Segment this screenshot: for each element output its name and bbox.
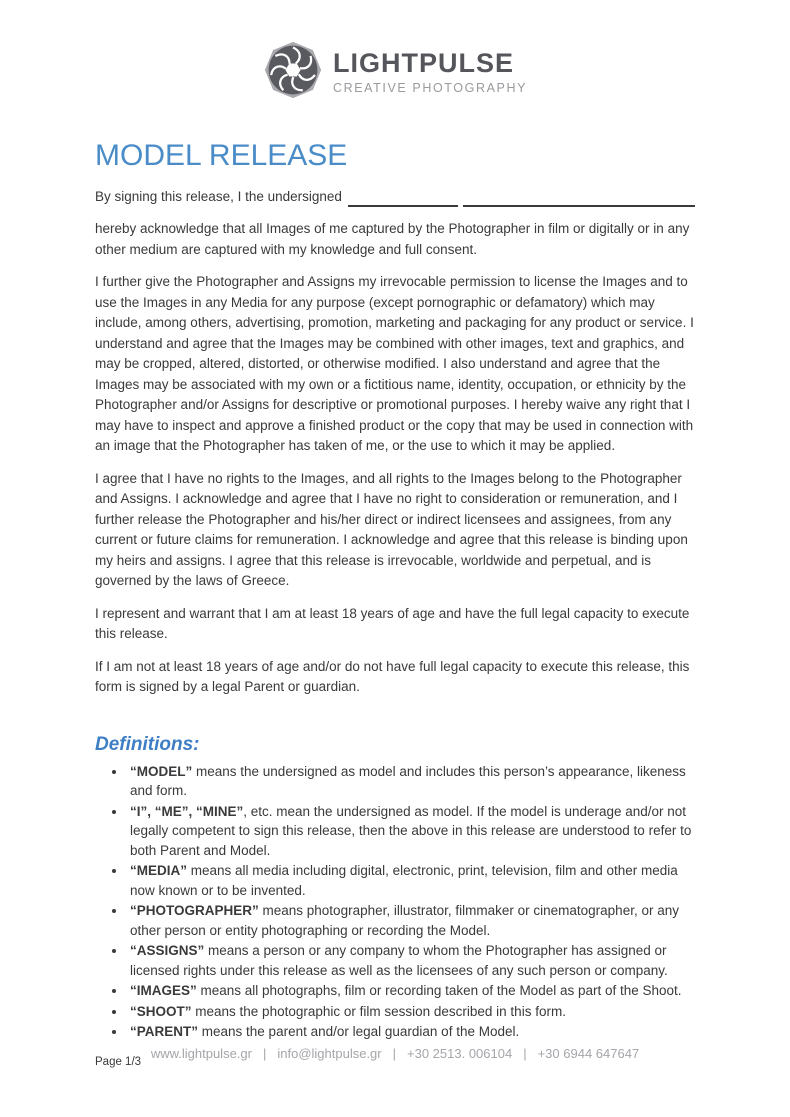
definition-term: “MODEL”: [130, 763, 193, 779]
brand-name: LIGHTPULSE: [332, 48, 514, 78]
definition-item-shoot: [127, 1002, 695, 1022]
signature-line-short: [348, 191, 458, 207]
paragraph-age-warranty: I represent and warrant that I am at least 18 years of age and have the full legal capacity to execute this release.: [95, 605, 690, 641]
definition-item-i-me-mine: [127, 802, 695, 861]
footer-email: info@lightpulse.gr: [277, 1046, 382, 1061]
page-number: Page 1/3: [95, 1055, 142, 1068]
paragraph-permission: I further give the Photographer and Assigns my irrevocable permission to license the Images and to use the Images in any Media for any purpose (except pornographic or defamatory) which may include, among others, advertising, promotion, marketing and packaging for any product or service. I understand and agree that the Images may be combined with other images, text and graphics, and may be cropped, altered, distorted, or otherwise modified. I also understand and agree that the Images may be associated with my own or a fictitious name, identity, occupation, or ethnicity by the Photographer and/or Assigns for descriptive or promotional purposes. I hereby waive any right that I may have to inspect and approve a finished product or the copy that may be used in connection with an image that the Photographer has taken of me, or the use to which it may be applied.: [95, 274, 694, 453]
definition-term: “MEDIA”: [130, 863, 187, 878]
definition-term: “ASSIGNS”: [130, 943, 205, 958]
definition-item-photographer: [127, 901, 695, 940]
footer-separator: |: [262, 1046, 267, 1061]
footer-separator: |: [523, 1046, 527, 1061]
definition-text: means the undersigned as model and includes this person’s appearance, likeness and form.: [130, 763, 686, 798]
definition-text: means all media including digital, electronic, print, television, film and other media now known or to be invented.: [130, 863, 678, 898]
logo: [0, 0, 790, 105]
footer-website: www.lightpulse.gr: [150, 1046, 252, 1061]
definition-text: means the parent and/or legal guardian of the Model.: [198, 1024, 520, 1039]
definition-item-parent: [127, 1022, 695, 1042]
footer-separator: |: [392, 1046, 397, 1061]
definition-text: means all photographs, film or recording taken of the Model as part of the Shoot.: [196, 983, 682, 998]
intro-text: By signing this release, I the undersigned: [95, 189, 342, 204]
definition-term: “PARENT”: [130, 1024, 199, 1039]
signature-line: [463, 191, 695, 207]
page-title: MODEL RELEASE: [95, 139, 348, 172]
definition-text: , etc. mean the undersigned as model. If the model is underage and/or not legally competent to sign this release, then the above in this release are understood to refer to both Parent and Model.: [130, 803, 692, 858]
definition-item-assigns: [127, 941, 695, 980]
footer-phone-1: +30 2513. 006104: [407, 1046, 513, 1061]
definition-text: means a person or any company to whom the Photographer has assigned or licensed rights under this release as well as the licensees of any such person or company.: [130, 943, 668, 978]
paragraph-consent: hereby acknowledge that all Images of me captured by the Photographer in film or digitally or in any other medium are captured with my knowledge and full consent.: [95, 221, 690, 257]
footer-phone-2: +30 6944 647647: [537, 1046, 640, 1061]
definition-text: means the photographic or film session described in this form.: [191, 1003, 566, 1019]
paragraph-underage: If I am not at least 18 years of age and/or do not have full legal capacity to execute this release, this form is signed by a legal Parent or guardian.: [95, 658, 690, 694]
paragraph-rights: I agree that I have no rights to the Images, and all rights to the Images belong to the Photographer and Assigns. I acknowledge and agree that I have no right to consideration or remuneration, and I further release the Photographer and his/her direct or indirect licensees and assignees, from any current or future claims for remuneration. I acknowledge and agree that this release is binding upon my heirs and assigns. I agree that this release is irrevocable, worldwide and perpetual, and is governed by the laws of Greece.: [95, 470, 688, 588]
definitions-heading: Definitions:: [95, 733, 200, 755]
aperture-icon: [263, 40, 323, 105]
footer: [0, 1046, 790, 1061]
definition-term: “IMAGES”: [130, 983, 197, 998]
definition-item-media: [127, 861, 695, 900]
definition-item-images: [127, 981, 695, 1001]
definition-term: “PHOTOGRAPHER”: [130, 903, 259, 918]
definition-term: “SHOOT”: [130, 1003, 192, 1019]
intro-line: [95, 187, 695, 207]
brand-tagline: CREATIVE PHOTOGRAPHY: [332, 81, 528, 95]
definition-item-model: [127, 762, 695, 801]
definitions-list: [95, 762, 695, 1042]
definition-text: means photographer, illustrator, filmmaker or cinematographer, or any other person or entity photographing or recording the Model.: [130, 903, 679, 938]
definition-term: “I”, “ME”, “MINE”: [130, 803, 244, 819]
